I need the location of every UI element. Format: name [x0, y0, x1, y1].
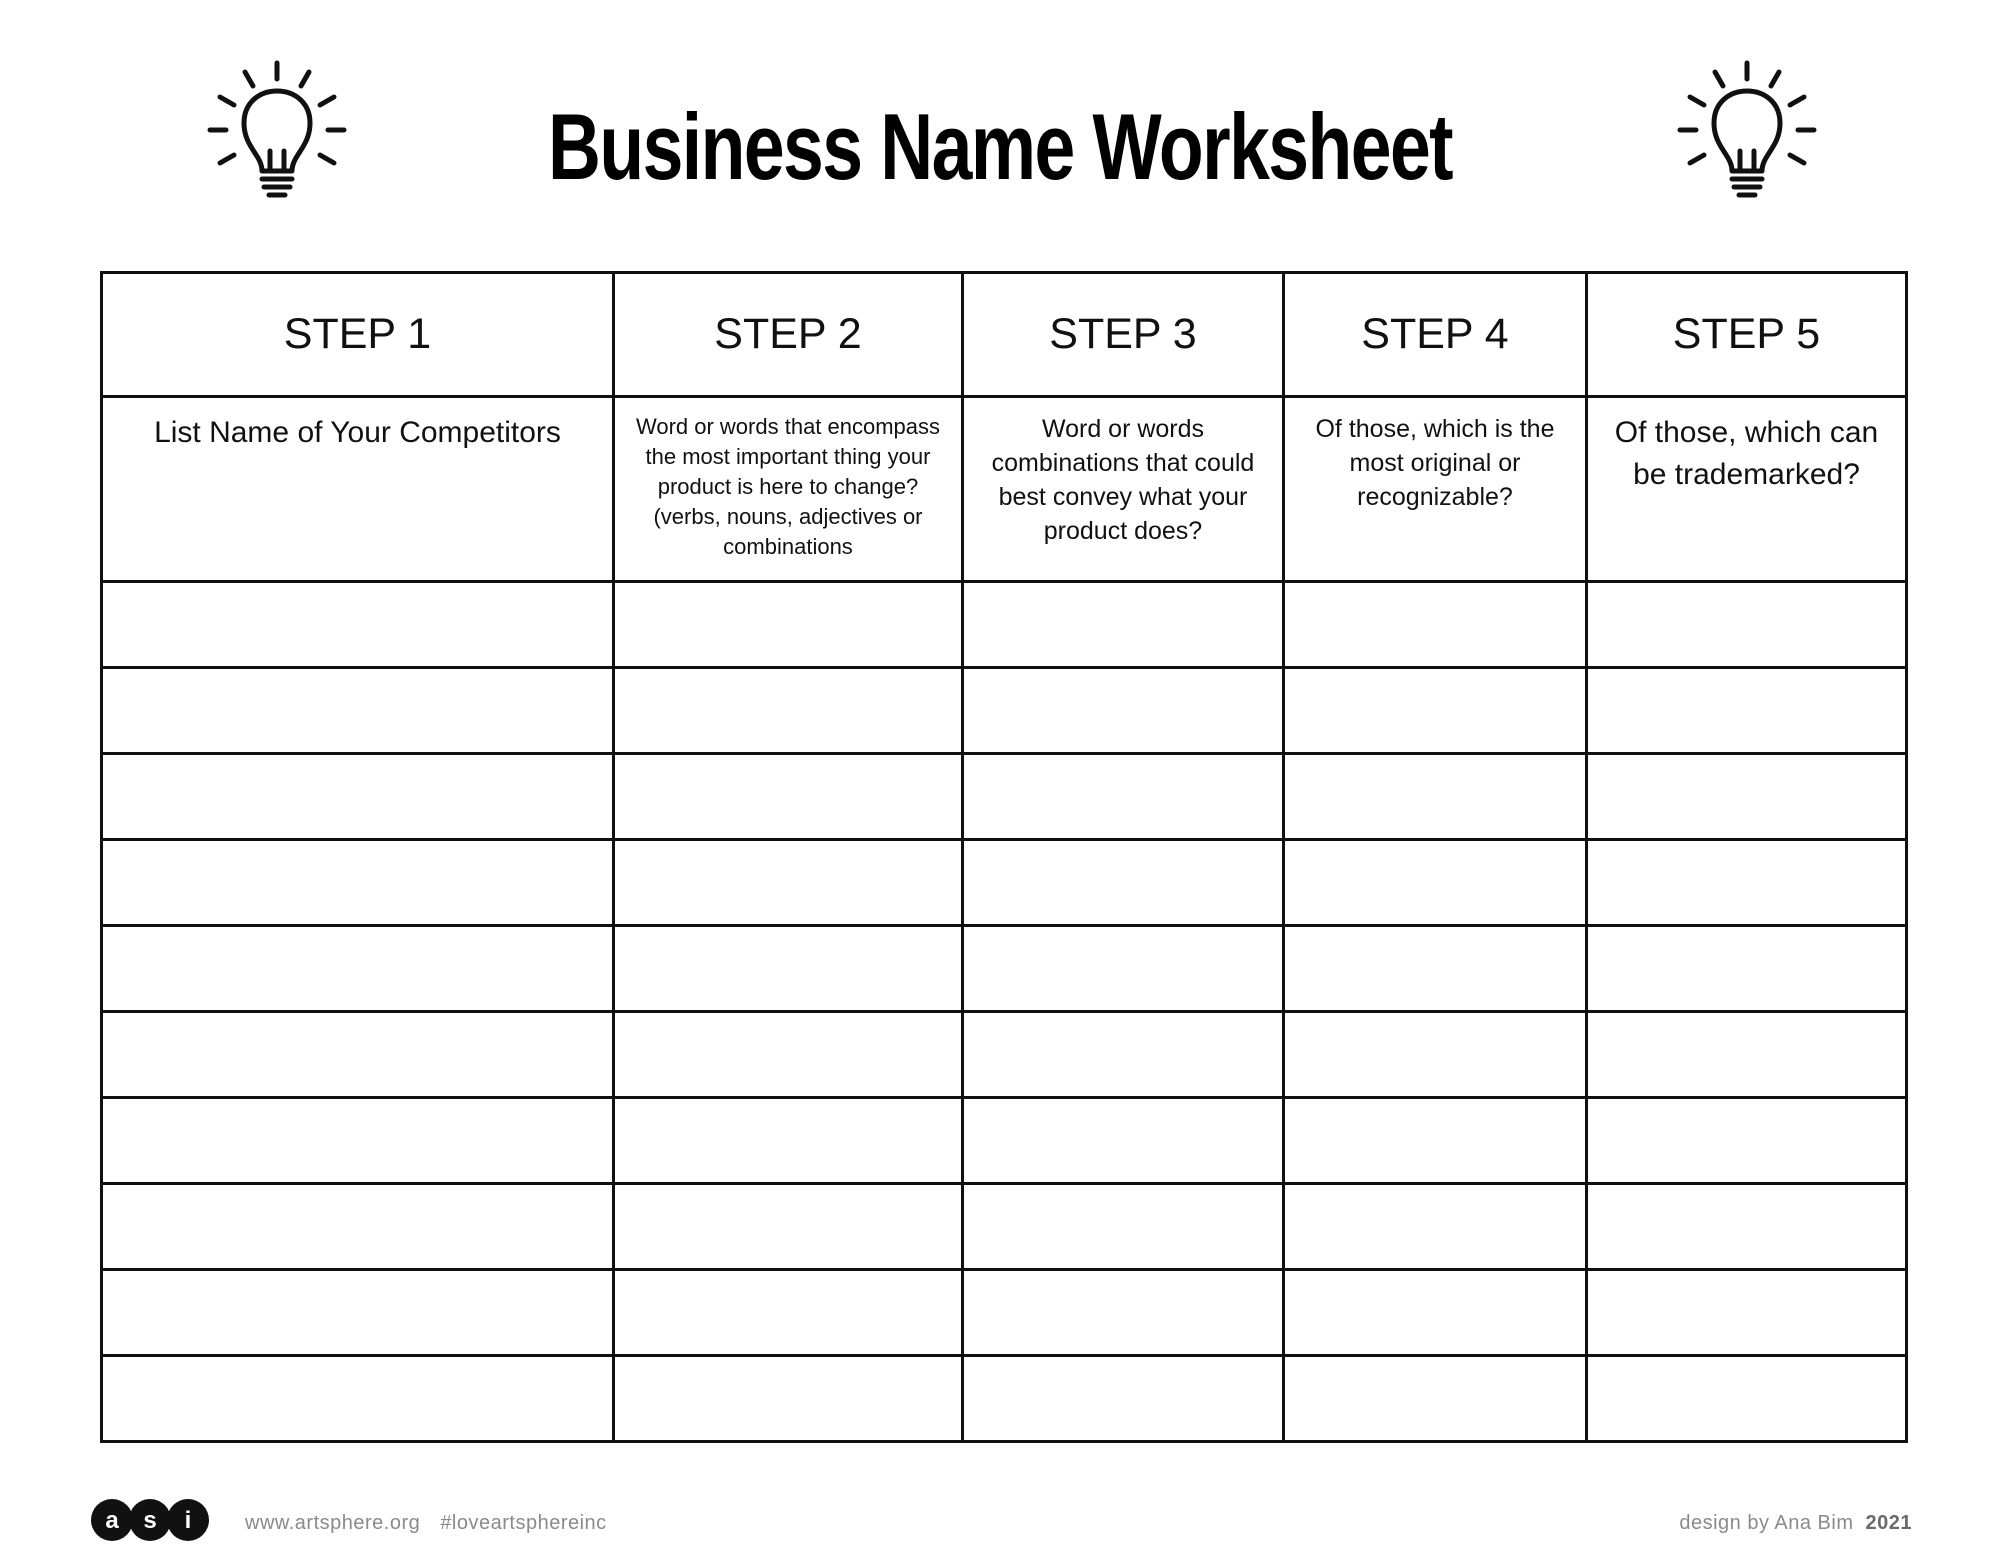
blank-cell[interactable] [614, 754, 963, 840]
blank-cell[interactable] [102, 1270, 614, 1356]
blank-cell[interactable] [963, 926, 1284, 1012]
step-5-description [1587, 397, 1907, 582]
step-2-description-text: Word or words that encompass the most important thing your product is here to change? (verbs, nouns, adjectives or combinations [635, 414, 941, 559]
blank-cell[interactable] [614, 840, 963, 926]
blank-cell[interactable] [102, 582, 614, 668]
svg-text:i: i [184, 1507, 192, 1534]
blank-cell[interactable] [1587, 1098, 1907, 1184]
table-row [102, 1012, 1907, 1098]
blank-cell[interactable] [1284, 668, 1587, 754]
table-row [102, 754, 1907, 840]
blank-cell[interactable] [1587, 1012, 1907, 1098]
blank-cell[interactable] [963, 1098, 1284, 1184]
table-row [102, 1098, 1907, 1184]
designer-credit: design by Ana Bim [1679, 1512, 1854, 1534]
step-2-description [614, 397, 963, 582]
blank-cell[interactable] [963, 754, 1284, 840]
footer-links [245, 1512, 621, 1535]
step-4-description [1284, 397, 1587, 582]
table-row [102, 582, 1907, 668]
asi-logo [90, 1496, 215, 1544]
blank-cell[interactable] [614, 1012, 963, 1098]
blank-cell[interactable] [614, 1270, 963, 1356]
table-row [102, 926, 1907, 1012]
blank-cell[interactable] [963, 668, 1284, 754]
table-row [102, 668, 1907, 754]
blank-cell[interactable] [102, 1356, 614, 1442]
blank-cell[interactable] [102, 926, 614, 1012]
blank-cell[interactable] [1587, 668, 1907, 754]
step-1-description [102, 397, 614, 582]
blank-cell[interactable] [1284, 926, 1587, 1012]
description-row [102, 397, 1907, 582]
footer-credit [1679, 1512, 1912, 1535]
step-3-header: STEP 3 [963, 273, 1284, 397]
step-3-description-text: Word or words combinations that could best convey what your product does? [991, 415, 1255, 545]
blank-cell[interactable] [1587, 1184, 1907, 1270]
blank-cell[interactable] [1284, 1356, 1587, 1442]
blank-cell[interactable] [1284, 1012, 1587, 1098]
step-header-row [102, 273, 1907, 397]
step-3-description [963, 397, 1284, 582]
website-link[interactable]: www.artsphere.org [245, 1512, 421, 1534]
year: 2021 [1865, 1512, 1912, 1534]
step-1-header: STEP 1 [102, 273, 614, 397]
blank-cell[interactable] [1587, 1356, 1907, 1442]
step-2-header: STEP 2 [614, 273, 963, 397]
blank-cell[interactable] [1587, 754, 1907, 840]
blank-cell[interactable] [102, 668, 614, 754]
step-5-header: STEP 5 [1587, 273, 1907, 397]
hashtag: #loveartsphereinc [440, 1512, 607, 1534]
table-row [102, 1270, 1907, 1356]
table-row [102, 840, 1907, 926]
blank-cell[interactable] [1284, 582, 1587, 668]
svg-text:s: s [143, 1507, 157, 1534]
blank-cell[interactable] [102, 1098, 614, 1184]
blank-cell[interactable] [614, 1098, 963, 1184]
asi-logo-text: a [105, 1507, 119, 1534]
blank-cell[interactable] [614, 668, 963, 754]
blank-cell[interactable] [1284, 1270, 1587, 1356]
blank-cell[interactable] [963, 1356, 1284, 1442]
blank-cell[interactable] [1284, 840, 1587, 926]
blank-cell[interactable] [1587, 1270, 1907, 1356]
blank-cell[interactable] [102, 840, 614, 926]
blank-cell[interactable] [1284, 1098, 1587, 1184]
step-4-description-text: Of those, which is the most original or recognizable? [1315, 415, 1555, 511]
blank-cell[interactable] [1284, 754, 1587, 840]
table-row [102, 1184, 1907, 1270]
page-title: Business Name Worksheet [547, 94, 1453, 199]
blank-cell[interactable] [614, 926, 963, 1012]
blank-cell[interactable] [963, 582, 1284, 668]
step-5-description-text: Of those, which can be trademarked? [1614, 416, 1879, 491]
blank-cell[interactable] [102, 1184, 614, 1270]
blank-cell[interactable] [102, 1012, 614, 1098]
blank-cell[interactable] [963, 1012, 1284, 1098]
blank-cell[interactable] [963, 1184, 1284, 1270]
table-row [102, 1356, 1907, 1442]
blank-cell[interactable] [614, 1356, 963, 1442]
worksheet-table [100, 271, 1908, 1443]
blank-cell[interactable] [1587, 582, 1907, 668]
step-1-description-text: List Name of Your Competitors [154, 416, 561, 449]
blank-cell[interactable] [614, 582, 963, 668]
blank-cell[interactable] [614, 1184, 963, 1270]
blank-cell[interactable] [1587, 840, 1907, 926]
blank-cell[interactable] [1587, 926, 1907, 1012]
blank-cell[interactable] [963, 1270, 1284, 1356]
blank-cell[interactable] [1284, 1184, 1587, 1270]
blank-cell[interactable] [963, 840, 1284, 926]
blank-cell[interactable] [102, 754, 614, 840]
step-4-header: STEP 4 [1284, 273, 1587, 397]
